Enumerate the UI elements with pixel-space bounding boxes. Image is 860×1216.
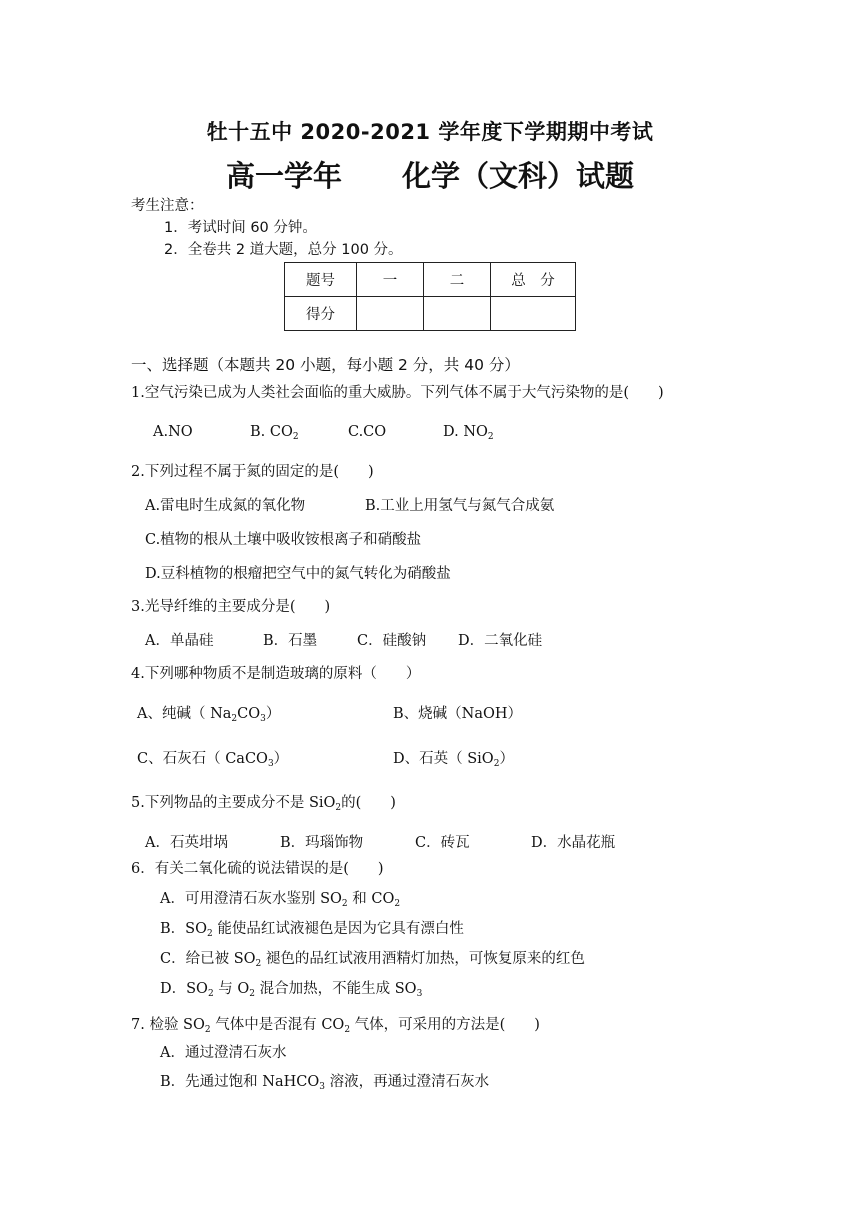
question-1-option-a: A.NO: [153, 424, 193, 440]
question-7-stem: 7. 检验 $SO_2$ 气体中是否混有 $CO_2$ 气体，可采用的方法是( ): [131, 1017, 540, 1035]
section-title: 一、选择题（本题共 20 小题，每小题 2 分，共 40 分）: [131, 356, 520, 374]
question-7-option-a: A．通过澄清石灰水: [160, 1045, 287, 1061]
score-cell-part2: [424, 297, 491, 331]
question-6-option-c: C．给已被 $SO_2$ 褪色的品红试液用酒精灯加热，可恢复原来的红色: [160, 951, 585, 969]
score-header-part2: 二: [424, 263, 491, 297]
question-1-option-d: D. $NO_2$: [443, 424, 494, 442]
question-6-option-a: A．可用澄清石灰水鉴别 $SO_2$ 和 $CO_2$: [160, 891, 401, 909]
question-6-stem: 6．有关二氧化硫的说法错误的是( ): [131, 861, 384, 877]
question-1-option-b: B. $CO_2$: [250, 424, 299, 442]
question-5-option-b: B．玛瑙饰物: [280, 835, 364, 851]
question-4-option-c: C、石灰石（ CaCO$_3$）: [137, 751, 289, 769]
grade-label: 高一学年: [225, 159, 342, 193]
question-4-option-d: D、石英（ SiO$_2$）: [393, 751, 514, 769]
question-4-option-b: B、烧碱（NaOH）: [393, 706, 523, 722]
exam-title: 牡十五中 2020-2021 学年度下学期期中考试: [206, 120, 654, 144]
question-3-option-d: D．二氧化硅: [458, 633, 543, 649]
question-3-option-b: B．石墨: [263, 633, 318, 649]
score-header-number: 题号: [285, 263, 357, 297]
question-3-option-a: A．单晶硅: [145, 633, 214, 649]
question-5-option-c: C．砖瓦: [415, 835, 470, 851]
notice-item-1: 1．考试时间 60 分钟。: [164, 220, 317, 236]
question-4-stem: 4.下列哪种物质不是制造玻璃的原料（ ）: [131, 666, 421, 682]
question-6-option-d: D．$SO_2$ 与 $O_2$ 混合加热，不能生成 $SO_3$: [160, 981, 423, 999]
question-6-option-b: B．$SO_2$ 能使品红试液褪色是因为它具有漂白性: [160, 921, 464, 939]
notice-label: 考生注意：: [131, 198, 204, 214]
question-5-option-d: D．水晶花瓶: [531, 835, 616, 851]
exam-subtitle: [0, 154, 860, 195]
question-5-option-a: A．石英坩埚: [145, 835, 228, 851]
notice-item-2: 2．全卷共 2 道大题，总分 100 分。: [164, 242, 403, 258]
score-row-label: 得分: [285, 297, 357, 331]
score-table: [284, 262, 576, 331]
question-5-stem: 5.下列物品的主要成分不是 SiO$_2$的( ): [131, 795, 396, 813]
score-cell-part1: [357, 297, 424, 331]
question-3-stem: 3.光导纤维的主要成分是( ): [131, 599, 331, 615]
question-1-option-c: C.CO: [348, 424, 387, 440]
question-2-option-d: D.豆科植物的根瘤把空气中的氮气转化为硝酸盐: [145, 566, 451, 582]
score-cell-total: [491, 297, 576, 331]
question-2-stem: 2.下列过程不属于氮的固定的是( ): [131, 464, 374, 480]
question-2-option-b: B.工业上用氢气与氮气合成氨: [365, 498, 555, 514]
question-1-stem: 1.空气污染已成为人类社会面临的重大威胁。下列气体不属于大气污染物的是( ): [131, 385, 664, 401]
subject-label: 化学（文科）试题: [402, 159, 635, 193]
score-header-part1: 一: [357, 263, 424, 297]
score-header-total: 总 分: [491, 263, 576, 297]
question-2-option-a: A.雷电时生成氮的氧化物: [145, 498, 306, 514]
question-3-option-c: C．硅酸钠: [357, 633, 427, 649]
question-4-option-a: A、纯碱（ $Na_2CO_3$）: [137, 706, 281, 724]
question-7-option-b: B．先通过饱和 NaHCO$_3$ 溶液，再通过澄清石灰水: [160, 1074, 490, 1092]
question-2-option-c: C.植物的根从土壤中吸收铵根离子和硝酸盐: [145, 532, 422, 548]
